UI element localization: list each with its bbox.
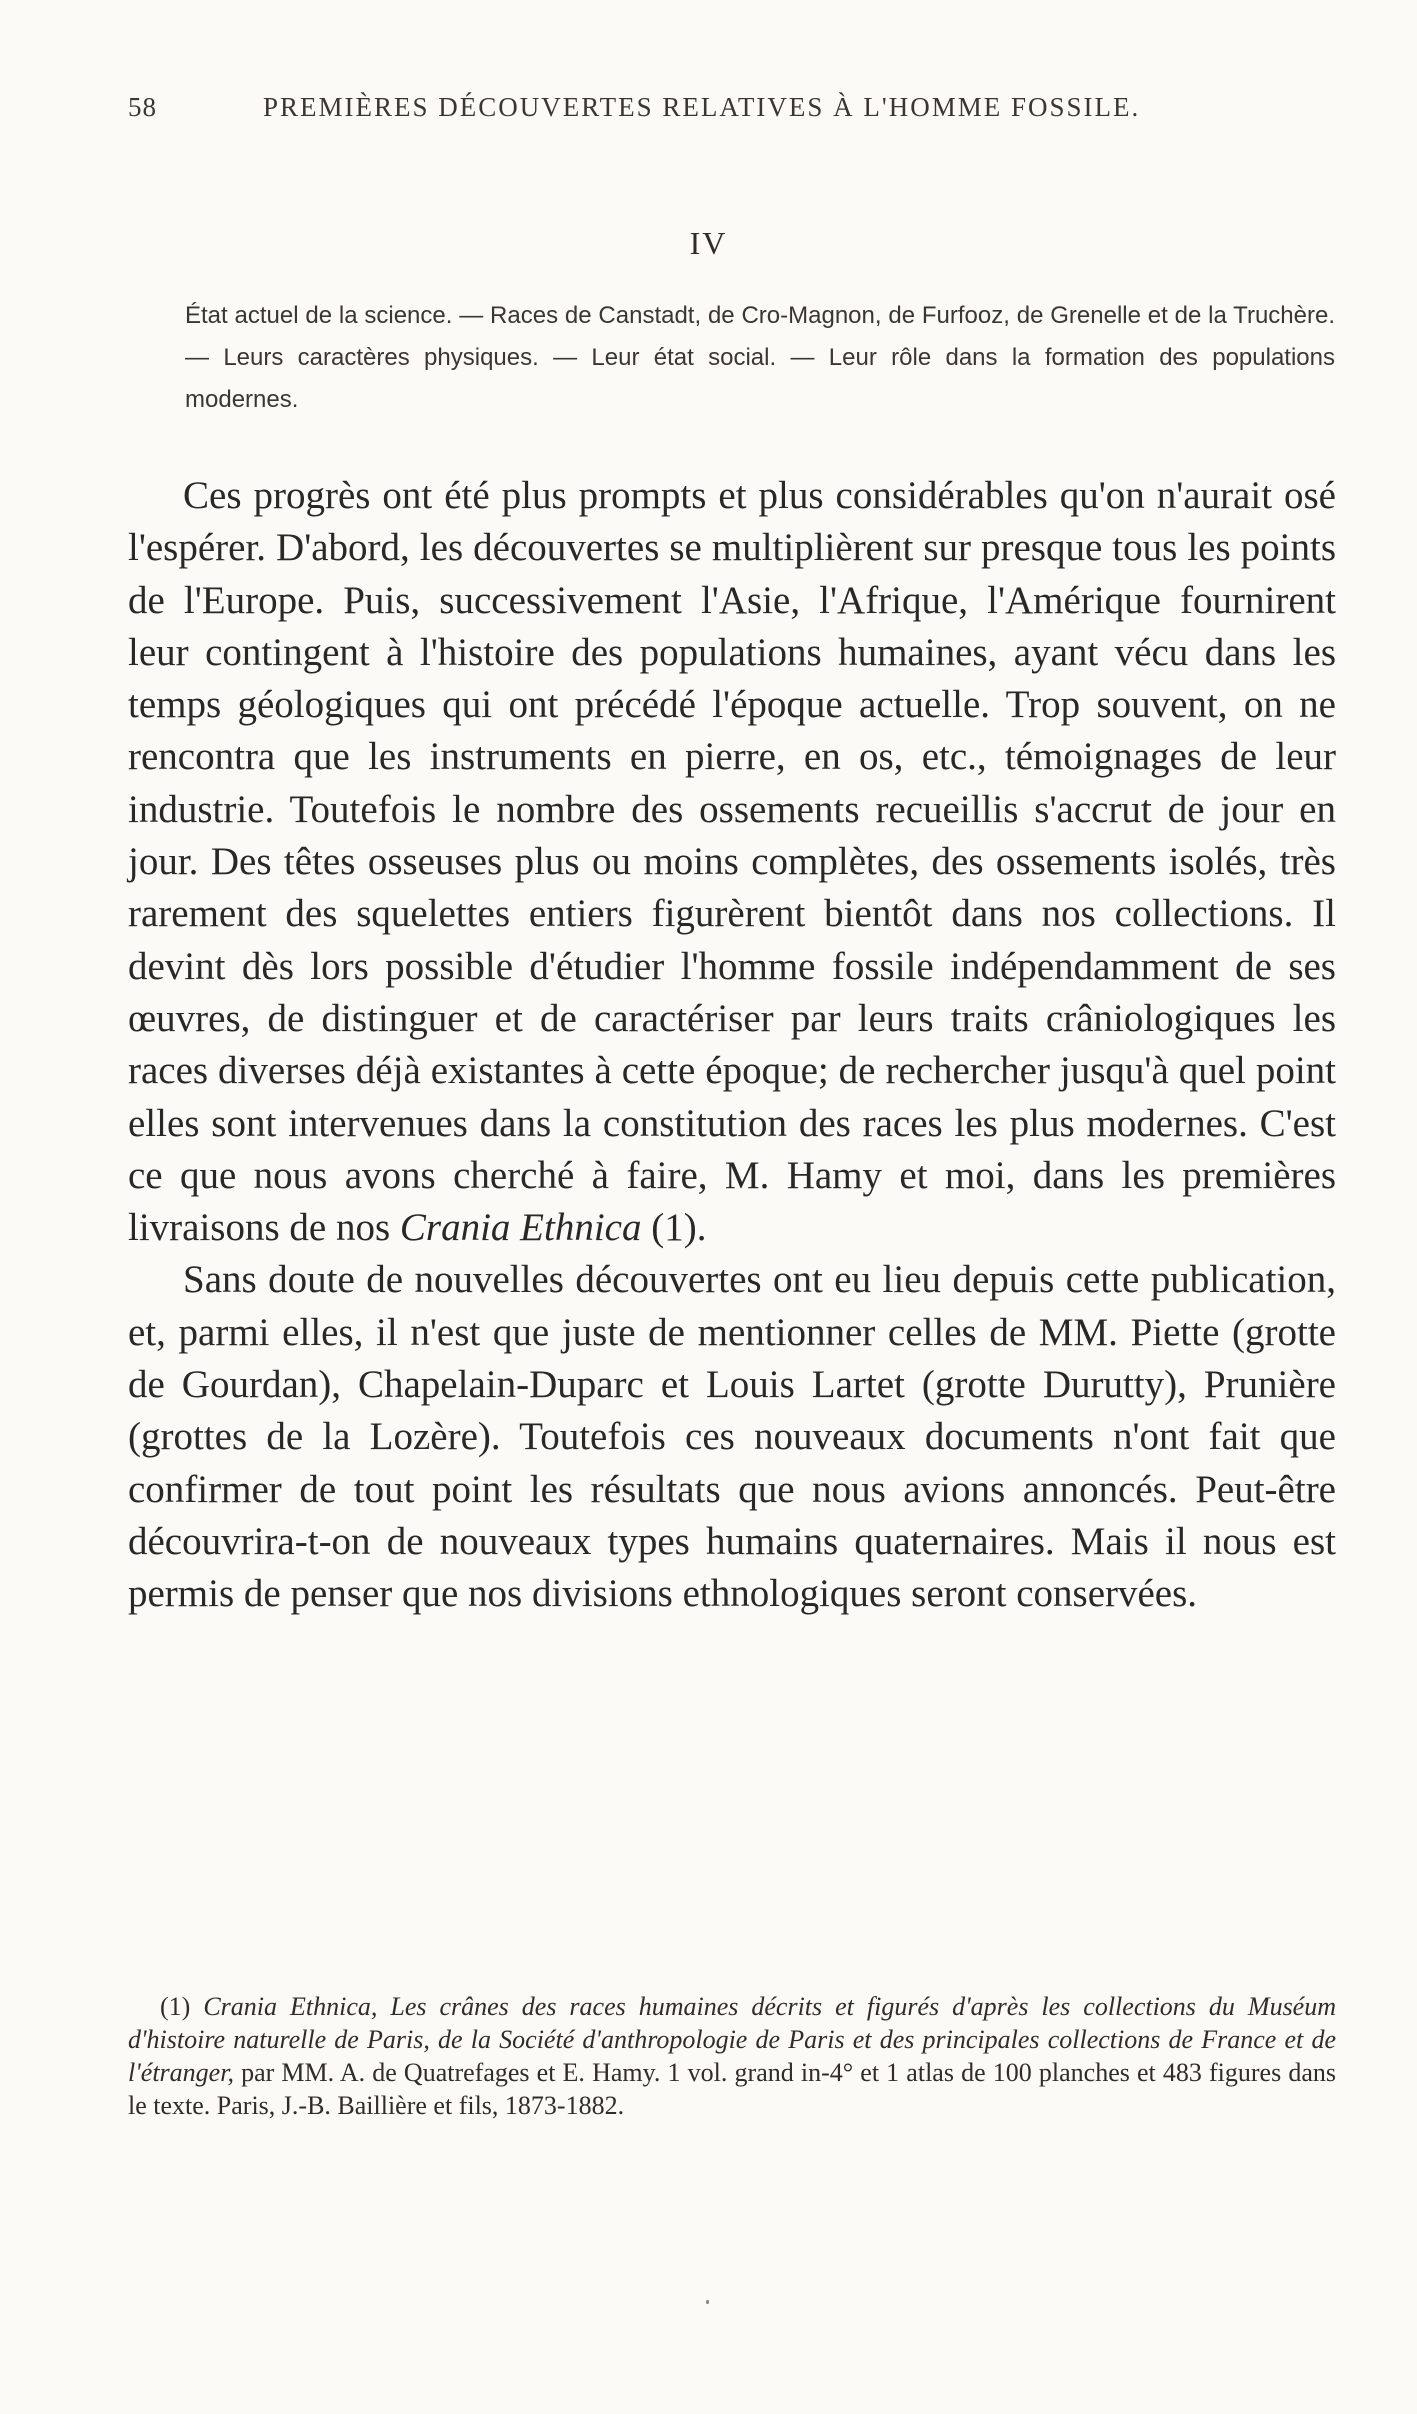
footnote-text	[128, 1990, 1336, 2122]
paragraph-1-note-ref: (1).	[641, 1206, 707, 1250]
footnote-details: par MM. A. de Quatrefages et E. Hamy. 1 vol. grand in-4° et 1 atlas de 100 planches et 483 figures dans le texte. Paris, J.-B. Baillière et fils, 1873-1882.	[128, 2058, 1336, 2120]
body-text	[128, 470, 1336, 1621]
footnote-title: Crania Ethnica, Les crânes des races humaines décrits et figurés d'après les collections du Muséum d'histoire naturelle de Paris, de la Société d'anthropologie de Paris et des principales collections de France et de l'étranger,	[128, 1992, 1336, 2087]
footnote-marker: (1)	[160, 1992, 191, 2021]
paragraph-2: Sans doute de nouvelles découvertes ont eu lieu depuis cette publication, et, parmi elles, il n'est que juste de mentionner celles de MM. Piette (grotte de Gourdan), Chapelain-Duparc et Louis Lartet (grotte Durutty), Prunière (grottes de la Lozère). Toutefois ces nouveaux documents n'ont fait que confirmer de tout point les résultats que nous avions annoncés. Peut-être découvrira-t-on de nouveaux types humains quaternaires. Mais il nous est permis de penser que nos divisions ethnologiques seront conservées.	[128, 1258, 1336, 1616]
running-head-title: PREMIÈRES DÉCOUVERTES RELATIVES À L'HOMME FOSSILE.	[263, 92, 1141, 122]
page-number: 58	[128, 92, 157, 122]
paragraph-1-text: Ces progrès ont été plus prompts et plus considérables qu'on n'aurait osé l'espérer. D'abord, les découvertes se multiplièrent sur presque tous les points de l'Europe. Puis, successivement l'Asie, l'Afrique, l'Amérique fournirent leur contingent à l'histoire des populations humaines, ayant vécu dans les temps géologiques qui ont précédé l'époque actuelle. Trop souvent, on ne rencontra que les instruments en pierre, en os, etc., témoignages de leur industrie. Toutefois le nombre des ossements recueillis s'accrut de jour en jour. Des têtes osseuses plus ou moins complètes, des ossements isolés, très rarement des squelettes entiers figurèrent bientôt dans nos collections. Il devint dès lors possible d'étudier l'homme fossile indépendamment de ses œuvres, de distinguer et de caractériser par leurs traits crâniologiques les races diverses déjà existantes à cette époque; de rechercher jusqu'à quel point elles sont intervenues dans la constitution des races les plus modernes. C'est ce que nous avons cherché à faire, M. Hamy et moi, dans les premières livraisons de nos	[128, 474, 1336, 1250]
running-head	[128, 92, 1208, 132]
crania-ethnica-title: Crania Ethnica	[399, 1206, 642, 1250]
section-number: IV	[689, 225, 728, 261]
section-summary: État actuel de la science. — Races de Canstadt, de Cro-Magnon, de Furfooz, de Grenelle et de la Truchère. — Leurs caractères physiques. — Leur état social. — Leur rôle dans la formation des populations modernes.	[185, 302, 1335, 413]
paragraph-1	[128, 470, 1336, 1254]
footnote	[128, 1990, 1336, 2122]
ink-speck	[706, 2300, 709, 2304]
